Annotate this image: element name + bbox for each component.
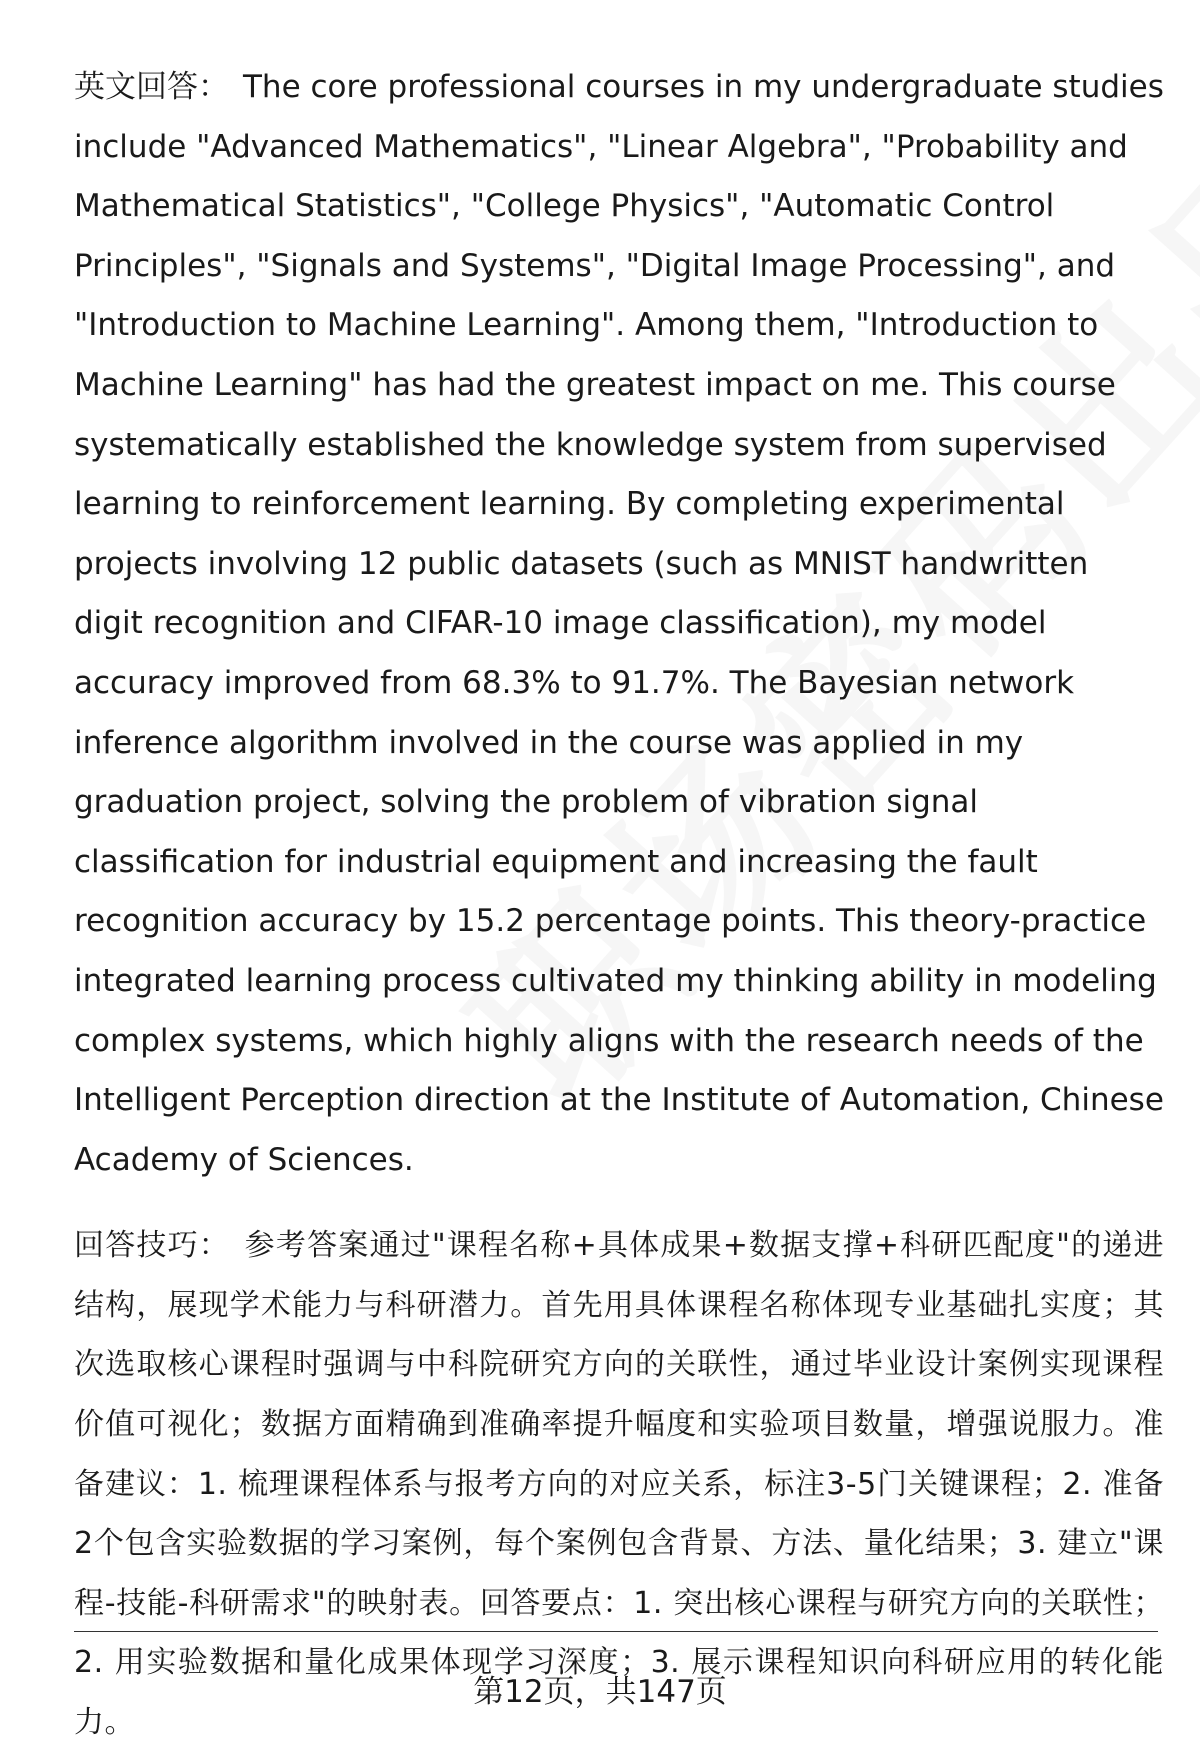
footer-divider [74, 1631, 1158, 1632]
answer-tips-label: 回答技巧： [74, 1228, 230, 1264]
english-answer-paragraph [74, 58, 1164, 1190]
page-content [74, 58, 1164, 1753]
answer-tips-text: 参考答案通过"课程名称+具体成果+数据支撑+科研匹配度"的递进结构，展现学术能力与科研潜力。首先用具体课程名称体现专业基础扎实度；其次选取核心课程时强调与中科院研究方向的关联性，通过毕业设计案例实现课程价值可视化；数据方面精确到准确率提升幅度和实验项目数量，增强说服力。准备建议：1. 梳理课程体系与报考方向的对应关系，标注3-5门关键课程；2. 准备2个包含实验数据的学习案例，每个案例包含背景、方法、量化结果；3. 建立"课程-技能-科研需求"的映射表。回答要点：1. 突出核心课程与研究方向的关联性；2. 用实验数据和量化成果体现学习深度；3. 展示课程知识向科研应用的转化能力。 [74, 1228, 1165, 1741]
english-answer-label: 英文回答： [74, 69, 229, 105]
english-answer-text: The core professional courses in my undergraduate studies include "Advanced Mathematics", "Linear Algebra", "Probability and Mathematical Statistics", "College Physics", "Automatic Control Principles", "Signals and Systems", "Digital Image Processing", and "Introduction to Machine Learning". Among them, "Introduction to Machine Learning" has had the greatest impact on me. This course systematically established the knowledge system from supervised learning to reinforcement learning. By completing experimental projects involving 12 public datasets (such as MNIST handwritten digit recognition and CIFAR-10 image classification), my model accuracy improved from 68.3% to 91.7%. The Bayesian network inference algorithm involved in the course was applied in my graduation project, solving the problem of vibration signal classification for industrial equipment and increasing the fault recognition accuracy by 15.2 percentage points. This theory-practice integrated learning process cultivated my thinking ability in modeling complex systems, which highly aligns with the research needs of the Intelligent Perception direction at the Institute of Automation, Chinese Academy of Sciences. [74, 69, 1164, 1178]
page-number: 第12页，共147页 [473, 1674, 727, 1710]
